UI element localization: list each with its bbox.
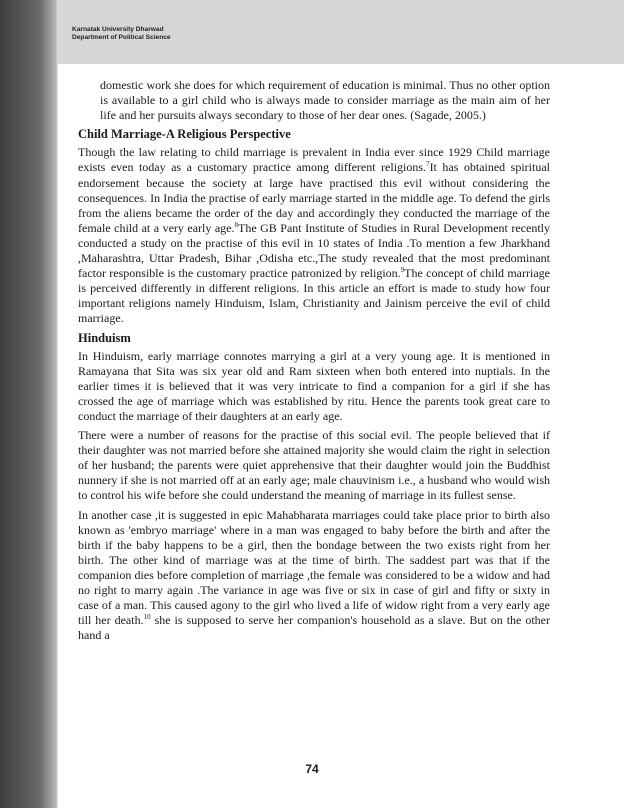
header-university: Karnatak University Dharwad [72, 26, 164, 33]
page-number: 74 [305, 762, 319, 776]
section-heading-religious-perspective: Child Marriage-A Religious Perspective [78, 127, 291, 142]
text-run: It has obtained spiritual endorsement because the society at large have practised this evil without considering the consequences. In India the practise of early marriage started in the middle age. To defend the girls from the aliens became the order of the day and accordingly they conducted the marriage of the female child at a very early age. [78, 160, 550, 235]
footnote-ref-9: 9 [400, 266, 405, 275]
scan-margin-shadow [0, 0, 58, 808]
text-run: In another case ,it is suggested in epic Mahabharata marriages could take place prior to birth also known as 'embryo marriage' where in a man was engaged to baby before the birth and after the birth if the baby happens to be a girl, then the bondage between the two exists right from her birth. The other kind of marriage was at the time of birth. The saddest part was that if the companion dies before completion of marriage ,the female was considered to be a widow and had no right to marry again .The variance in age was five or six in case of girl and fifty or sixty in case of a man. This caused agony to the girl who lived a life of widow right from a very early age till her death. [78, 507, 550, 628]
text-run: The GB Pant Institute of Studies in Rural Development recently conducted a study on the practise of this evil in 10 states of India .To mention a few Jharkhand ,Maharashtra, Uttar Pradesh, Bihar ,Odisha etc.,The study revealed that the most predominant factor responsible is the customary practice patronized by religion. [78, 220, 550, 281]
paragraph-hinduism-3 [78, 508, 550, 644]
footnote-ref-7: 7 [426, 160, 430, 169]
section-heading-hinduism: Hinduism [78, 330, 131, 345]
footnote-ref-8: 8 [234, 220, 238, 229]
running-header [72, 26, 171, 42]
paragraph-hinduism-1: In Hinduism, early marriage connotes marrying a girl at a very young age. It is mentioned in Ramayana that Sita was six year old and Ram sixteen when both entered into nuptials. In the earlier times it is believed that it was very intricate to find a companion for a girl if she has crossed the age of marriage which was established by ritu. Hence the parents took great care to conduct the marriage of their daughters at an early age. [78, 348, 550, 423]
paragraph-hinduism-2: There were a number of reasons for the practise of this social evil. The people believed that if their daughter was not married before she attained majority she would claim the right in selection of her husband; the parents were quiet apprehensive that their daughter would join the Buddhist nunnery if she is not married off at an early age; male chauvinism i.e., a husband who would wish to control his wife before she could understand the meaning of marriage in its fullest sense. [78, 428, 550, 503]
text-run: The concept of child marriage is perceived differently in different religions. In this article an effort is made to study how four important religions namely Hinduism, Islam, Christianity and Jainism perceive the evil of child marriage. [78, 266, 550, 326]
text-run: she is supposed to serve her companion's household as a slave. But on the other hand a [78, 613, 550, 643]
paragraph-religious-perspective [78, 145, 550, 326]
text-run: Though the law relating to child marriage is prevalent in India ever since 1929 Child marriage exists even today as a customary practice among different religions. [78, 145, 550, 175]
paragraph-continuation: domestic work she does for which requirement of education is minimal. Thus no other option is available to a girl child who is always made to consider marriage as the main aim of her life and her pursuits always secondary to those of her dear ones. (Sagade, 2005.) [100, 78, 550, 123]
body-text [78, 78, 550, 647]
header-department: Department of Political Science [72, 34, 171, 41]
footnote-ref-10: 10 [143, 613, 151, 622]
